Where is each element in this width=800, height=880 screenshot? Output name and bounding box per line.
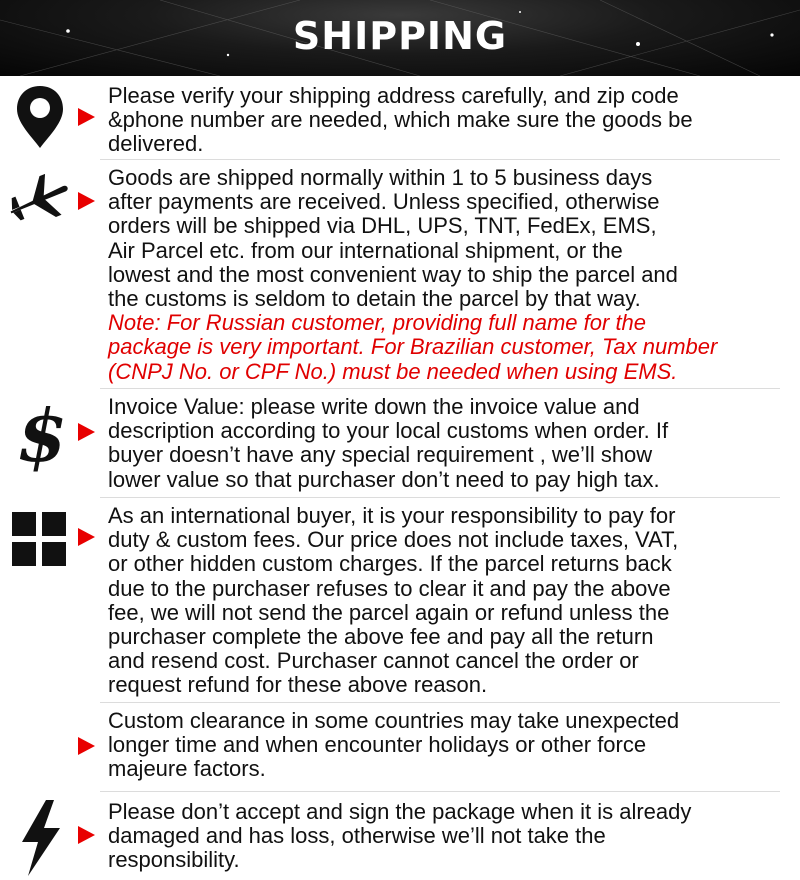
section-clearance — [0, 703, 800, 791]
customs-text — [108, 504, 798, 698]
lightning-icon — [16, 798, 66, 878]
text-line: Invoice Value: please write down the invoice value and — [108, 394, 640, 419]
text-line: Air Parcel etc. from our international shipment, or the — [108, 237, 623, 263]
text-line: responsibility. — [108, 847, 240, 873]
clearance-text — [108, 709, 798, 782]
map-pin-icon — [10, 82, 70, 152]
bullet-arrow-icon — [78, 423, 95, 441]
text-line: lowest and the most convenient way to ship the parcel and — [108, 261, 678, 287]
airplane-icon — [6, 174, 72, 224]
text-line: longer time and when encounter holidays or other force — [108, 732, 647, 758]
text-line: buyer doesn’t have any special requirement , we’ll show — [108, 442, 653, 468]
text-line: delivered. — [108, 131, 204, 157]
text-line: purchaser complete the above fee and pay all the return — [108, 624, 654, 650]
grid-icon — [10, 510, 70, 570]
note-line: Note: For Russian customer, providing full name for the — [108, 310, 647, 336]
note-line: (CNPJ No. or CPF No.) must be needed when using EMS. — [108, 358, 678, 384]
section-damage — [0, 792, 800, 880]
bullet-arrow-icon — [78, 528, 95, 546]
text-line: due to the purchaser refuses to clear it and pay the above — [108, 575, 671, 601]
text-line: Goods are shipped normally within 1 to 5 business days — [108, 165, 653, 190]
bullet-arrow-icon — [78, 192, 95, 210]
note-line: package is very important. For Brazilian customer, Tax number — [108, 334, 718, 360]
shipment-text — [108, 166, 798, 384]
page-title: SHIPPING — [292, 14, 508, 58]
bullet-arrow-icon — [78, 826, 95, 844]
text-line: request refund for these above reason. — [108, 672, 488, 698]
address-text — [108, 84, 798, 157]
text-line: majeure factors. — [108, 756, 266, 782]
text-line: orders will be shipped via DHL, UPS, TNT, FedEx, EMS, — [108, 213, 657, 239]
text-line: description according to your local customs when order. If — [108, 418, 669, 444]
header-banner — [0, 0, 800, 76]
dollar-icon — [12, 393, 72, 473]
text-line: lower value so that purchaser don’t need to pay high tax. — [108, 466, 660, 492]
text-line: As an international buyer, it is your responsibility to pay for — [108, 503, 676, 528]
bullet-arrow-icon — [78, 108, 95, 126]
text-line: Custom clearance in some countries may take unexpected — [108, 708, 680, 733]
damage-text — [108, 800, 798, 873]
text-line: &phone number are needed, which make sure the goods be — [108, 107, 693, 133]
text-line: after payments are received. Unless specified, otherwise — [108, 189, 660, 215]
section-customs — [0, 498, 800, 702]
text-line: damaged and has loss, otherwise we’ll not take the — [108, 823, 606, 849]
svg-text:$: $ — [16, 393, 68, 473]
text-line: and resend cost. Purchaser cannot cancel the order or — [108, 648, 639, 674]
text-line: Please don’t accept and sign the package when it is already — [108, 799, 692, 824]
text-line: duty & custom fees. Our price does not include taxes, VAT, — [108, 527, 679, 553]
bullet-arrow-icon — [78, 737, 95, 755]
invoice-text — [108, 395, 798, 492]
text-line: the customs is seldom to detain the parcel by that way. — [108, 286, 641, 312]
section-invoice — [0, 389, 800, 497]
text-line: or other hidden custom charges. If the parcel returns back — [108, 551, 672, 577]
text-line: fee, we will not send the parcel again or refund unless the — [108, 599, 670, 625]
section-shipment — [0, 160, 800, 388]
section-address — [0, 76, 800, 158]
text-line: Please verify your shipping address carefully, and zip code — [108, 83, 679, 108]
